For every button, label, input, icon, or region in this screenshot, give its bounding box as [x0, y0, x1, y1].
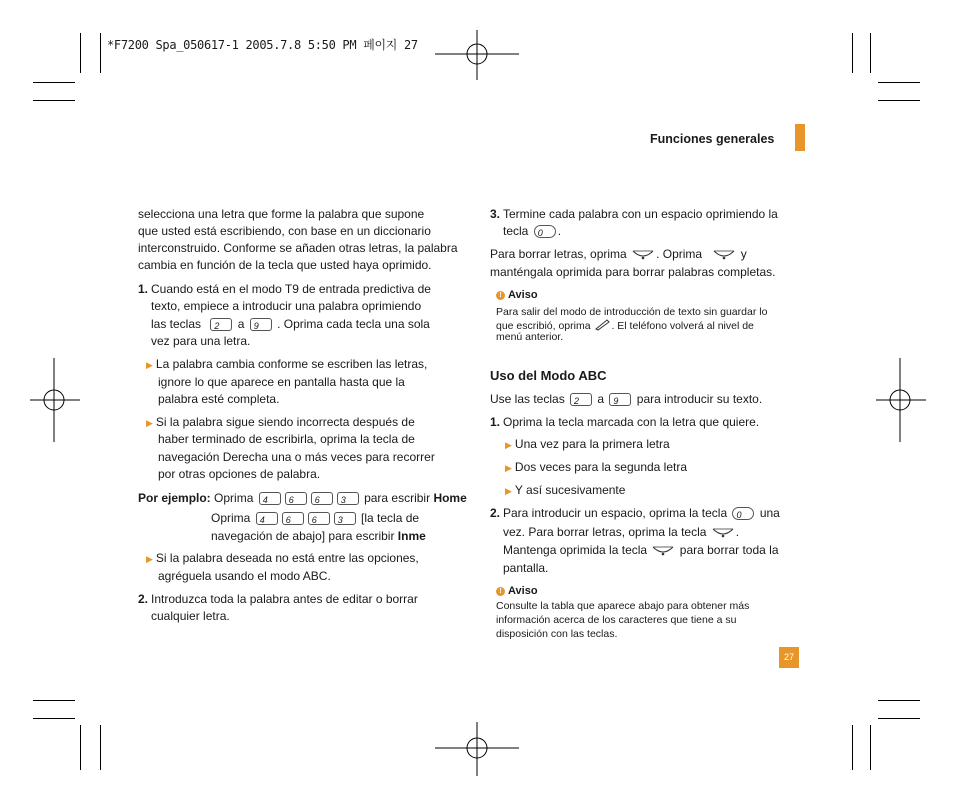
step-number: 1. — [490, 415, 501, 429]
step-number: 3. — [490, 207, 501, 221]
step-line: Oprima la tecla marcada con la letra que quiere. — [503, 415, 760, 429]
step-text: . Oprima cada tecla una sola — [277, 317, 430, 331]
key-9-icon: 9 — [250, 318, 272, 331]
example-line: Por ejemplo: Oprima 4 6 6 3 para escribir Home — [138, 491, 467, 506]
bullet-line: ▶ Una vez para la primera letra — [505, 437, 670, 451]
abc-intro: Use las teclas 2 a 9 para introducir su texto. — [490, 392, 763, 407]
bullet-line: agréguela usando el modo ABC. — [158, 569, 331, 583]
step-number: 1. — [138, 282, 149, 296]
step-line: tecla 0 . — [503, 224, 562, 239]
step-line: vez. Para borrar letras, oprima la tecla . — [503, 525, 740, 539]
section-title: Funciones generales — [650, 132, 775, 146]
abc-heading: Uso del Modo ABC — [490, 368, 607, 383]
crop-mark — [852, 725, 853, 770]
aviso-line: información acerca de los caracteres que tiene a su — [496, 614, 737, 626]
section-tab — [795, 124, 805, 151]
example-label: Por ejemplo: — [138, 491, 211, 505]
bullet-line: ▶ Y así sucesivamente — [505, 483, 626, 497]
step-line: texto, empiece a introducir una palabra oprimiendo — [151, 299, 422, 313]
crop-mark — [878, 718, 920, 719]
intro-line: selecciona una letra que forme la palabra que supone — [138, 207, 425, 221]
key-2-icon: 2 — [570, 393, 592, 406]
bullet-arrow-icon: ▶ — [505, 486, 512, 496]
key-2-icon: 2 — [210, 318, 232, 331]
bullet-line: ▶ La palabra cambia conforme se escriben las letras, — [146, 357, 428, 371]
step-line: Mantenga oprimida la tecla para borrar toda la — [503, 543, 779, 557]
aviso-line: Para salir del modo de introducción de texto sin guardar lo — [496, 306, 768, 318]
crop-mark — [878, 700, 920, 701]
bullet-line: ignore lo que aparece en pantalla hasta que la — [158, 375, 405, 389]
bullet-line: ▶ Si la palabra deseada no está entre las opciones, — [146, 551, 419, 565]
intro-line: interconstruido. Conforme se añaden otras letras, la palabra — [138, 241, 458, 255]
intro-line: cambia en función de la tecla que usted haya oprimido. — [138, 258, 432, 272]
bullet-line: ▶ Si la palabra sigue siendo incorrecta después de — [146, 415, 415, 429]
key-0-icon: 0 — [534, 225, 556, 238]
example-word: Home — [433, 491, 467, 505]
end-key-icon — [593, 318, 611, 335]
page-number-box — [779, 647, 799, 668]
crop-mark — [878, 100, 920, 101]
key-6-icon: 6 — [285, 492, 307, 505]
key-6-icon: 6 — [311, 492, 333, 505]
registration-mark-right — [876, 358, 926, 442]
crop-mark — [852, 33, 853, 73]
crop-mark — [33, 82, 75, 83]
step-text: las teclas — [151, 317, 202, 331]
crop-mark — [870, 33, 871, 73]
crop-mark — [33, 100, 75, 101]
crop-mark — [100, 33, 101, 73]
aviso-line: menú anterior. — [496, 331, 564, 343]
bullet-line: palabra esté completa. — [158, 392, 280, 406]
step-line: Introduzca toda la palabra antes de editar o borrar — [151, 592, 418, 606]
step-line: Para introducir un espacio, oprima la tecla 0 una — [503, 506, 780, 521]
bullet-line: navegación Derecha una o más veces para recorrer — [158, 450, 435, 464]
clear-key-icon — [632, 249, 654, 261]
crop-mark — [80, 725, 81, 770]
erase-line: Para borrar letras, oprima . Oprima y — [490, 247, 747, 261]
registration-mark-top — [435, 30, 519, 80]
key-4-icon: 4 — [256, 512, 278, 525]
crop-mark — [870, 725, 871, 770]
crop-mark — [33, 700, 75, 701]
step-number: 2. — [490, 506, 501, 520]
step-number: 2. — [138, 592, 149, 606]
aviso-line: que escribió, oprima . El teléfono volverá al nivel de — [496, 318, 754, 335]
crop-mark — [878, 82, 920, 83]
aviso-heading: ! Aviso — [496, 289, 538, 302]
key-9-icon: 9 — [609, 393, 631, 406]
aviso-line: disposición con las teclas. — [496, 628, 618, 640]
bullet-arrow-icon: ▶ — [146, 360, 153, 370]
bullet-arrow-icon: ▶ — [146, 554, 153, 564]
print-header: *F7200 Spa_050617-1 2005.7.8 5:50 PM 페이지 27 — [107, 38, 418, 52]
erase-line: manténgala oprimida para borrar palabras completas. — [490, 265, 776, 279]
key-6-icon: 6 — [282, 512, 304, 525]
bullet-line: haber terminado de escribirla, oprima la tecla de — [158, 432, 415, 446]
step-line: cualquier letra. — [151, 609, 230, 623]
clear-key-icon — [713, 249, 735, 261]
crop-mark — [80, 33, 81, 73]
warning-icon: ! — [496, 291, 505, 300]
example-line: navegación de abajo] para escribir Inme — [211, 529, 426, 543]
aviso-line: Consulte la tabla que aparece abajo para obtener más — [496, 600, 750, 612]
example-word: Inme — [397, 529, 426, 543]
page-number: 27 — [783, 652, 794, 662]
registration-mark-bottom — [435, 722, 519, 776]
clear-key-icon — [712, 527, 734, 539]
bullet-line: ▶ Dos veces para la segunda letra — [505, 460, 688, 474]
aviso-heading: ! Aviso — [496, 585, 538, 598]
key-0-icon: 0 — [732, 507, 754, 520]
crop-mark — [33, 718, 75, 719]
step-line: Termine cada palabra con un espacio oprimiendo la — [503, 207, 778, 221]
key-3-icon: 3 — [334, 512, 356, 525]
step-line: Cuando está en el modo T9 de entrada predictiva de — [151, 282, 431, 296]
bullet-line: por otras opciones de palabra. — [158, 467, 321, 481]
registration-mark-left — [30, 358, 80, 442]
step-line: pantalla. — [503, 561, 549, 575]
key-4-icon: 4 — [259, 492, 281, 505]
example-line: Oprima 4 6 6 3 [la tecla de — [211, 511, 420, 526]
bullet-arrow-icon: ▶ — [505, 440, 512, 450]
intro-line: que usted está escribiendo, con base en un diccionario — [138, 224, 431, 238]
key-3-icon: 3 — [337, 492, 359, 505]
crop-mark — [100, 725, 101, 770]
warning-icon: ! — [496, 587, 505, 596]
bullet-arrow-icon: ▶ — [146, 418, 153, 428]
key-6-icon: 6 — [308, 512, 330, 525]
clear-key-icon — [652, 545, 674, 557]
step-line: vez para una letra. — [151, 334, 251, 348]
step-text: a — [237, 317, 245, 331]
bullet-arrow-icon: ▶ — [505, 463, 512, 473]
step-line — [151, 316, 430, 334]
